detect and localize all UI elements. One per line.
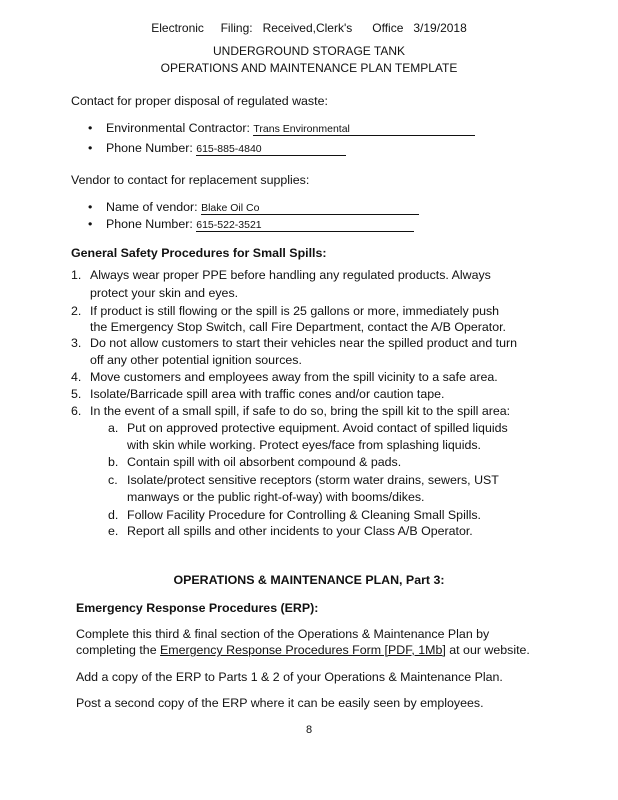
- page-number: 8: [305, 724, 313, 736]
- safety-subitem-text: Follow Facility Procedure for Controlling & Cleaning Small Spills.: [127, 508, 481, 522]
- safety-item-text: Move customers and employees away from the spill vicinity to a safe area.: [90, 370, 498, 384]
- erp-heading: Emergency Response Procedures (ERP):: [76, 601, 319, 615]
- safety-item-number: 5.: [71, 387, 82, 401]
- safety-item-text: off any other potential ignition sources.: [90, 353, 302, 367]
- safety-item-text: If product is still flowing or the spill is 25 gallons or more, immediately push: [90, 304, 500, 318]
- vendor-phone-field[interactable]: 615-522-3521: [196, 219, 414, 232]
- safety-subitem-text: manways or the public right-of-way) with booms/dikes.: [127, 490, 425, 504]
- safety-subitem-text: Isolate/protect sensitive receptors (storm water drains, sewers, UST: [127, 473, 499, 487]
- erp-form-link[interactable]: Emergency Response Procedures Form [PDF, 1Mb]: [160, 643, 446, 657]
- text: at our website.: [445, 643, 530, 657]
- safety-heading: General Safety Procedures for Small Spills:: [71, 246, 327, 260]
- safety-item-number: 1.: [71, 268, 82, 282]
- safety-item-number: 2.: [71, 304, 82, 318]
- erp-paragraph-2: Add a copy of the ERP to Parts 1 & 2 of your Operations & Maintenance Plan.: [76, 670, 503, 684]
- safety-subitem-letter: a.: [108, 421, 119, 435]
- vendor-heading: Vendor to contact for replacement supplies:: [71, 173, 310, 187]
- safety-subitem-text: Put on approved protective equipment. Avoid contact of spilled liquids: [127, 421, 508, 435]
- disposal-heading: Contact for proper disposal of regulated waste:: [71, 94, 328, 108]
- erp-paragraph-3: Post a second copy of the ERP where it can be easily seen by employees.: [76, 696, 484, 710]
- text: completing the: [76, 643, 161, 657]
- doc-title-line2: OPERATIONS AND MAINTENANCE PLAN TEMPLATE: [160, 61, 458, 75]
- safety-item-text: Do not allow customers to start their vehicles near the spilled product and turn: [90, 336, 518, 350]
- safety-item-text: Isolate/Barricade spill area with traffic cones and/or caution tape.: [90, 387, 445, 401]
- contractor-field[interactable]: Trans Environmental: [253, 123, 475, 136]
- safety-subitem-text: Contain spill with oil absorbent compound & pads.: [127, 455, 402, 469]
- safety-subitem-letter: c.: [108, 473, 118, 487]
- disposal-phone-label: Phone Number:: [106, 141, 193, 155]
- erp-paragraph-line1: Complete this third & final section of the Operations & Maintenance Plan by: [76, 627, 490, 641]
- contractor-row: • Environmental Contractor: Trans Environmental: [106, 120, 475, 136]
- safety-item-text: Always wear proper PPE before handling any regulated products. Always: [90, 268, 491, 282]
- filing-stamp: Electronic Filing: Received,Clerk's Office 3/19/2018: [151, 21, 467, 35]
- erp-paragraph-line2: [76, 642, 530, 658]
- vendor-name-label: Name of vendor:: [106, 200, 198, 214]
- safety-item-number: 6.: [71, 404, 82, 418]
- safety-subitem-letter: e.: [108, 524, 119, 538]
- safety-subitem-letter: d.: [108, 508, 119, 522]
- disposal-phone-field[interactable]: 615-885-4840: [196, 143, 346, 156]
- safety-subitem-letter: b.: [108, 455, 119, 469]
- safety-item-text: In the event of a small spill, if safe to do so, bring the spill kit to the spill area:: [90, 404, 511, 418]
- vendor-phone-row: • Phone Number: 615-522-3521: [106, 216, 414, 232]
- safety-item-text: the Emergency Stop Switch, call Fire Department, contact the A/B Operator.: [90, 320, 506, 334]
- safety-subitem-text: with skin while working. Protect eyes/face from splashing liquids.: [127, 438, 481, 452]
- safety-subitem-text: Report all spills and other incidents to your Class A/B Operator.: [127, 524, 473, 538]
- vendor-name-row: • Name of vendor: Blake Oil Co: [106, 199, 419, 215]
- disposal-phone-row: • Phone Number: 615-885-4840: [106, 140, 346, 156]
- doc-title-line1: UNDERGROUND STORAGE TANK: [212, 44, 406, 58]
- safety-item-text: protect your skin and eyes.: [90, 286, 239, 300]
- contractor-label: Environmental Contractor:: [106, 121, 250, 135]
- safety-item-number: 4.: [71, 370, 82, 384]
- part3-heading: OPERATIONS & MAINTENANCE PLAN, Part 3:: [173, 573, 445, 587]
- vendor-phone-label: Phone Number:: [106, 217, 193, 231]
- safety-item-number: 3.: [71, 336, 82, 350]
- vendor-name-field[interactable]: Blake Oil Co: [201, 202, 419, 215]
